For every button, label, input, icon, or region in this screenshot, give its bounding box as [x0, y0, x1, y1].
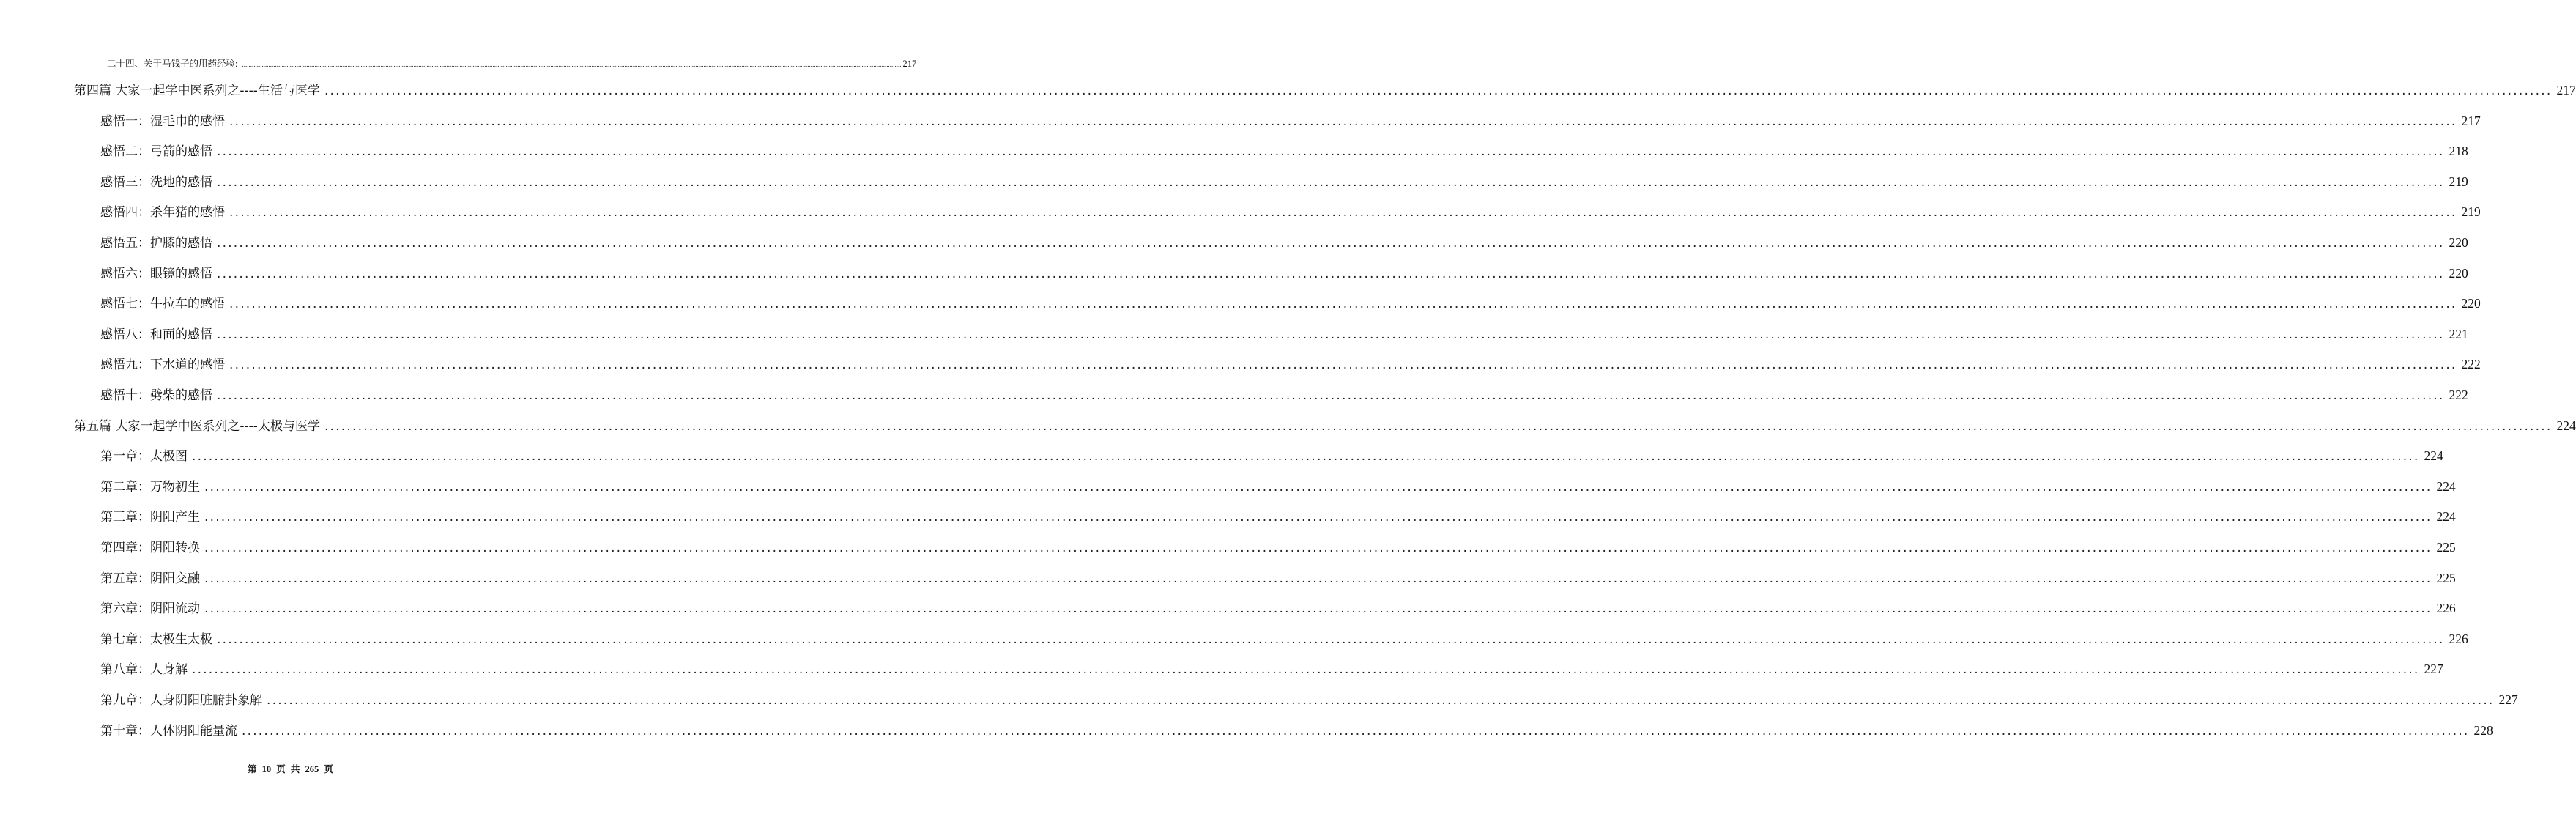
- toc-entry-page: 217: [2556, 83, 2576, 97]
- toc-entry[interactable]: [100, 324, 2468, 342]
- toc-entry-page: 222: [2461, 357, 2481, 372]
- toc-entry[interactable]: [74, 415, 2576, 434]
- toc-entry-title: 第五篇 大家一起学中医系列之----太极与医学: [74, 418, 320, 434]
- toc-entry-page: 225: [2436, 570, 2456, 585]
- dot-leader: ................................................................................................................................................................................................................................................................................................................................................................................................................: [217, 174, 2445, 190]
- toc-entry-page: 219: [2449, 174, 2468, 189]
- dot-leader: ................................................................................................................................................................................................................................................................................................................................................................................................................: [217, 388, 2445, 403]
- toc-entry-title: 感悟十：劈柴的感悟: [100, 388, 212, 403]
- toc-entry[interactable]: [100, 354, 2481, 373]
- toc-entry-page: 220: [2461, 296, 2481, 311]
- dot-leader: ................................................................................................................................................................................................................................................................................................................................................................................................................: [217, 632, 2445, 647]
- toc-entry[interactable]: [100, 720, 2493, 738]
- dot-leader: ................................................................................................................................................................................................................................................................................................................................................................................................................: [204, 541, 2432, 555]
- dot-leader: ................................................................................................................................................................................................................................................................................................................................................................................................................: [229, 205, 2457, 221]
- toc-entry-page: 217: [2461, 113, 2481, 128]
- toc-entry-title: 第一章：太极图: [100, 449, 188, 464]
- toc-entry[interactable]: [100, 201, 2481, 221]
- toc-entry-page: 227: [2424, 662, 2443, 677]
- toc-entry-title: 第三章：阴阳产生: [100, 510, 200, 525]
- toc-entry-title: 第五章：阴阳交融: [100, 571, 200, 586]
- toc-entry-page: 224: [2556, 418, 2576, 433]
- toc-entry-page: 226: [2449, 631, 2468, 646]
- dot-leader: ................................................................................................................................................................................................................................................................................................................................................................................................................: [217, 236, 2445, 251]
- toc-entry-title: 第二章：万物初生: [100, 479, 200, 495]
- toc-entry-page: 224: [2436, 509, 2456, 525]
- toc-entry[interactable]: [100, 141, 2468, 160]
- dot-leader: ................................................................................................................................................................................................................................................................................................................................................................................................................: [229, 114, 2457, 129]
- toc-entry[interactable]: [100, 659, 2443, 678]
- toc-entry[interactable]: [100, 629, 2468, 647]
- toc-entry[interactable]: [100, 537, 2456, 555]
- toc-entry-title: 第七章：太极生太极: [100, 632, 212, 647]
- dot-leader: ................................................................................................................................................................................................................................................................................................................................................................................................................: [204, 601, 2432, 617]
- toc-entry-title: 第九章：人身阴阳脏腑卦象解: [100, 693, 262, 708]
- toc-entry-title: 感悟三：洗地的感悟: [100, 174, 212, 190]
- dot-leader: ................................................................................................................................................................................................................................................................................................................................................................................................................: [204, 571, 2432, 586]
- toc-entry[interactable]: [100, 568, 2456, 586]
- toc-entry-title: 感悟一：湿毛巾的感悟: [100, 114, 225, 129]
- dot-leader: ................................................................................................................................................................................................................................................................................................................................................................................................................: [204, 479, 2432, 495]
- toc-entry[interactable]: [100, 506, 2456, 525]
- page-footer: 第 10 页 共 265 页: [248, 764, 333, 774]
- toc-entry-title: 感悟九：下水道的感悟: [100, 358, 225, 373]
- toc-entry[interactable]: [100, 232, 2468, 251]
- toc-entry-page: 225: [2436, 540, 2456, 555]
- toc-entry-page: 226: [2436, 601, 2456, 616]
- toc-entry[interactable]: [100, 293, 2481, 312]
- toc-entry-page: 227: [2498, 692, 2518, 707]
- toc-entry[interactable]: [100, 171, 2468, 190]
- toc-entry[interactable]: [100, 263, 2468, 281]
- toc-entry-title: 感悟八：和面的感悟: [100, 327, 212, 342]
- dot-leader: ................................................................................................................................................................................................................................................................................................................................................................................................................: [324, 418, 2553, 434]
- toc-entry-title: 第四篇 大家一起学中医系列之----生活与医学: [74, 84, 320, 98]
- toc-entry[interactable]: [100, 445, 2443, 464]
- dot-leader: ................................................................................................................................................................................................................................................................................................................................................................................................................: [217, 327, 2445, 342]
- dot-leader: ................................................................................................................................................................................................................................................................................................................................................................................................................: [217, 144, 2445, 160]
- toc-entry[interactable]: [107, 56, 917, 70]
- toc-entry-page: 228: [2473, 722, 2493, 738]
- dot-leader: ................................................................................................................................................................................................................................................................................................................................................................................................................: [229, 358, 2457, 373]
- dot-leader: ................................................................................................................................................................................................................................................................................................................................................................................................................: [192, 662, 2420, 678]
- toc-entry-page: 220: [2449, 265, 2468, 281]
- toc-entry[interactable]: [100, 385, 2468, 403]
- dot-leader: ................................................................................................................................................................................................................................................................................................................................................................................................................: [204, 510, 2432, 525]
- dot-leader: ................................................................................................................................................................................................................................................................................................................................................................................................................: [229, 297, 2457, 312]
- dot-leader: ................................................................................................................................................................................................................................................................................................................................................................................................................: [242, 61, 902, 68]
- toc-entry-title: 感悟二：弓箭的感悟: [100, 144, 212, 160]
- toc-entry-title: 二十四、关于马钱子的用药经验:: [107, 59, 238, 69]
- toc-entry-title: 感悟五：护膝的感悟: [100, 236, 212, 251]
- toc-entry-page: 224: [2424, 448, 2443, 464]
- toc-entry-title: 第八章：人身解: [100, 662, 188, 678]
- toc-entry[interactable]: [100, 598, 2456, 617]
- toc-entry-title: 感悟四：杀年猪的感悟: [100, 205, 225, 221]
- toc-entry-title: 感悟七：牛拉车的感悟: [100, 297, 225, 312]
- dot-leader: ................................................................................................................................................................................................................................................................................................................................................................................................................: [192, 449, 2420, 464]
- toc-entry[interactable]: [74, 80, 2576, 98]
- toc-entry-page: 217: [902, 59, 917, 69]
- toc-entry-page: 222: [2449, 388, 2468, 402]
- dot-leader: ................................................................................................................................................................................................................................................................................................................................................................................................................: [324, 84, 2553, 98]
- toc-entry-page: 221: [2449, 326, 2468, 341]
- dot-leader: ................................................................................................................................................................................................................................................................................................................................................................................................................: [267, 693, 2495, 708]
- toc-entry-title: 第十章：人体阴阳能量流: [100, 723, 237, 738]
- toc-entry-title: 第六章：阴阳流动: [100, 601, 200, 617]
- toc-entry[interactable]: [100, 111, 2481, 129]
- toc-entry-page: 218: [2449, 144, 2468, 159]
- toc-entry-title: 第四章：阴阳转换: [100, 541, 200, 555]
- toc-entry-title: 感悟六：眼镜的感悟: [100, 266, 212, 281]
- toc-entry-page: 224: [2436, 478, 2456, 494]
- toc-entry-page: 219: [2461, 204, 2481, 220]
- toc-entry-page: 220: [2449, 235, 2468, 250]
- toc-entry[interactable]: [100, 689, 2518, 708]
- dot-leader: ................................................................................................................................................................................................................................................................................................................................................................................................................: [242, 723, 2470, 738]
- dot-leader: ................................................................................................................................................................................................................................................................................................................................................................................................................: [217, 266, 2445, 281]
- toc-entry[interactable]: [100, 476, 2456, 495]
